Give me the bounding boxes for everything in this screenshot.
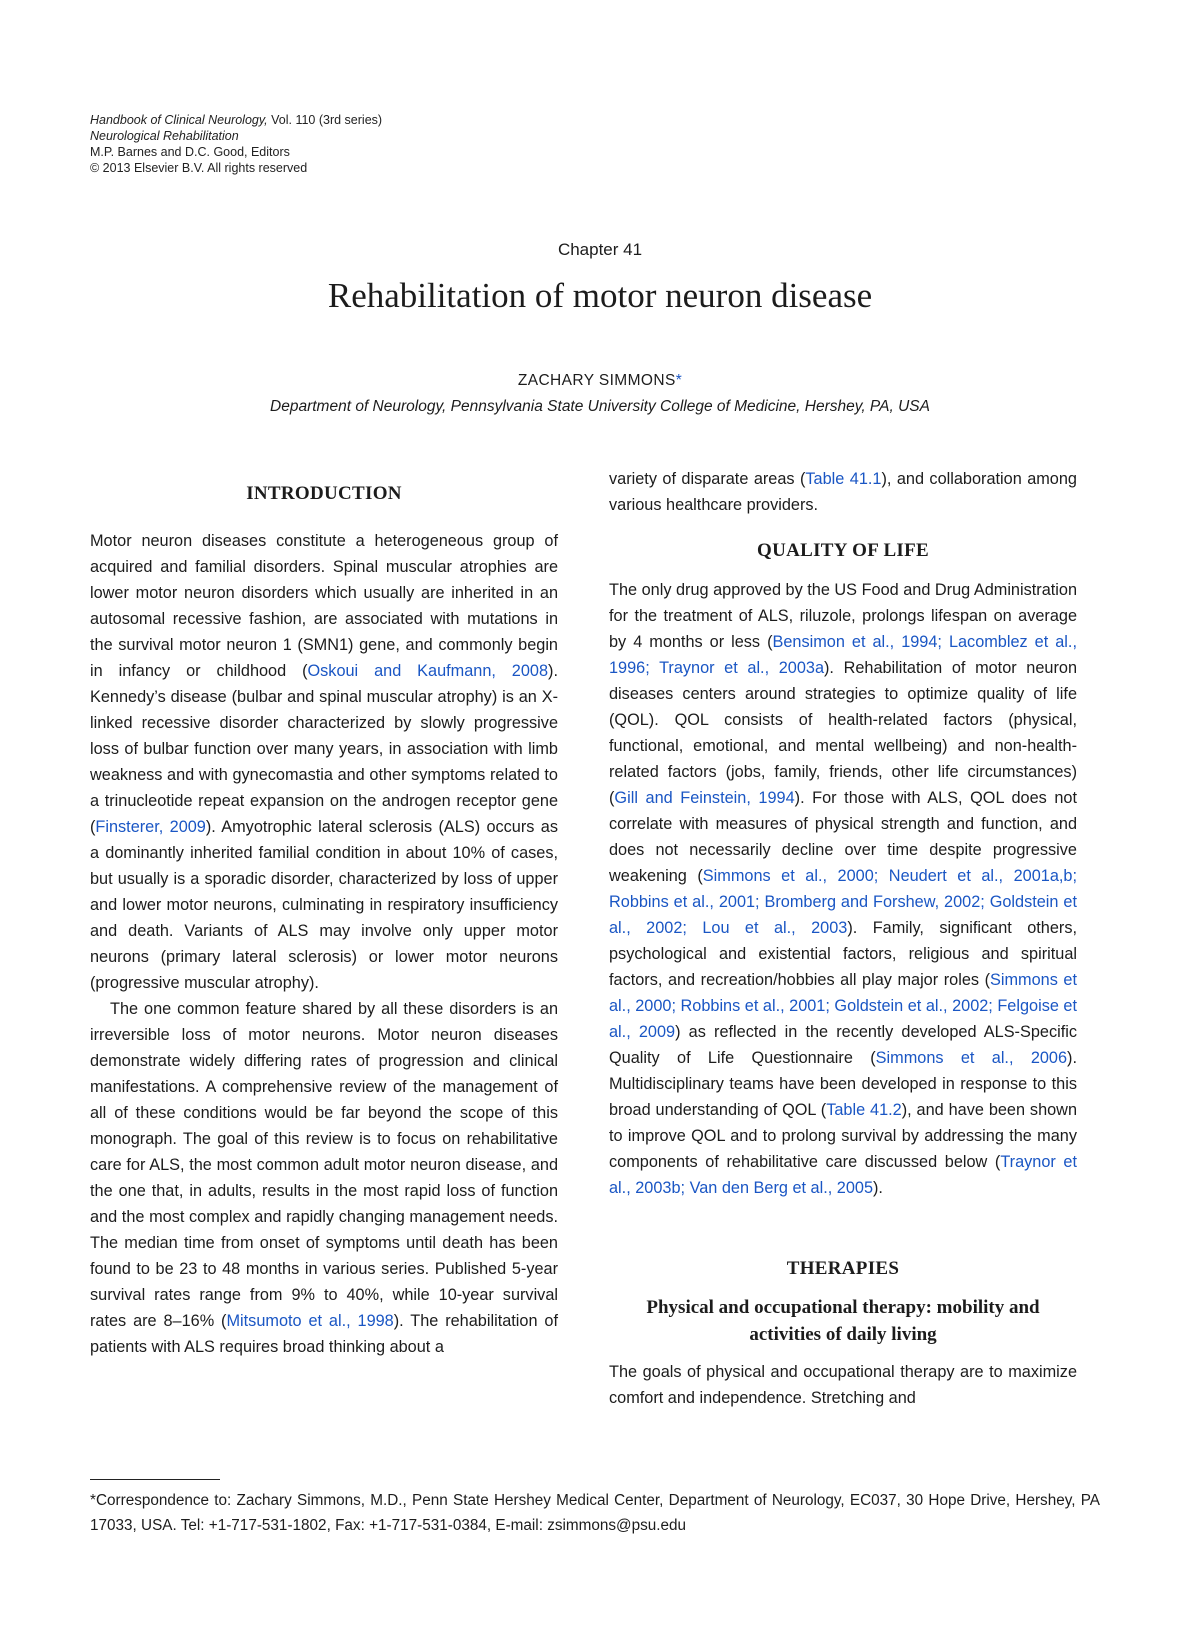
citation-link[interactable]: Simmons et al., 2000; Robbins et al., 2001; Goldstein et al., 2002; Felgoise et al., 2009 <box>609 971 1077 1041</box>
text-run: ). Multidisciplinary teams have been developed in response to this broad understanding of QOL ( <box>609 1049 1077 1119</box>
text-run: The only drug approved by the US Food and Drug Administration for the treatment of ALS, riluzole, prolongs lifespan on average by 4 months or less ( <box>609 581 1077 651</box>
citation-link[interactable]: Oskoui and Kaufmann, 2008 <box>307 662 549 680</box>
book-series-title: Handbook of Clinical Neurology, <box>90 113 268 127</box>
author-affiliation: Department of Neurology, Pennsylvania State University College of Medicine, Hershey, PA, USA <box>270 398 930 415</box>
text-run: ), and collaboration among various healthcare providers. <box>609 470 1077 514</box>
section-heading-therapies: THERAPIES <box>786 1258 900 1279</box>
text-run: ) as reflected in the recently developed ALS-Specific Quality of Life Questionnaire ( <box>609 1023 1077 1067</box>
text-run: ). Amyotrophic lateral sclerosis (ALS) occurs as a dominantly inherited familial condition in about 10% of cases, but usually is a sporadic disorder, characterized by loss of upper and lower motor neurons, culminating in respiratory insufficiency and death. Variants of ALS may involve only upper motor neurons (primary lateral sclerosis) or lower motor neurons (progressive muscular atrophy). <box>90 818 558 992</box>
citation-link[interactable]: Simmons et al., 2000; Neudert et al., 2001a,b; Robbins et al., 2001; Bromberg and Forshew, 2002; Goldstein et al., 2002; Lou et al., 2003 <box>609 867 1077 937</box>
qol-paragraph <box>609 577 1077 1201</box>
citation-link[interactable]: Traynor et al., 2003b; Van den Berg et al., 2005 <box>609 1153 1077 1197</box>
text-run: Motor neuron diseases constitute a heterogeneous group of acquired and familial disorders. Spinal muscular atrophies are lower motor neuron disorders which usually are inherited in an autosomal recessive fashion, are associated with mutations in the survival motor neuron 1 (SMN1) gene, and commonly begin in infancy or childhood ( <box>90 532 558 680</box>
intro-paragraph-2 <box>90 996 558 1360</box>
citation-link[interactable]: Finsterer, 2009 <box>95 818 206 836</box>
text-run: variety of disparate areas ( <box>609 470 806 488</box>
chapter-title: Rehabilitation of motor neuron disease <box>327 276 873 315</box>
text-run: ). Kennedy’s disease (bulbar and spinal muscular atrophy) is an X-linked recessive disorder characterized by slowly progressive loss of bulbar function over many years, in association with limb weakness and with gynecomastia and other symptoms related to a trinucleotide repeat expansion on the androgen receptor gene ( <box>90 662 558 836</box>
subsection-heading-physical-therapy: Physical and occupational therapy: mobility and activities of daily living <box>646 1297 1040 1345</box>
text-run: ). Rehabilitation of motor neuron diseases centers around strategies to optimize quality of life (QOL). QOL consists of health-related factors (physical, functional, emotional, and mental wellbeing) and non-health-related factors (jobs, family, friends, other life circumstances) ( <box>609 659 1078 807</box>
footnote-rule <box>90 1479 220 1480</box>
section-heading-introduction: INTRODUCTION <box>246 483 402 504</box>
author-line <box>0 372 1200 390</box>
citation-link[interactable]: Simmons et al., 2006 <box>875 1049 1068 1067</box>
author-name: ZACHARY SIMMONS <box>517 372 676 389</box>
continued-paragraph <box>609 466 1077 518</box>
citation-link[interactable]: Gill and Feinstein, 1994 <box>614 789 795 807</box>
book-series-line <box>90 112 382 128</box>
text-run: ), and have been shown to improve QOL and to prolong survival by addressing the many components of rehabilitative care discussed below ( <box>609 1101 1077 1171</box>
text-run: ). For those with ALS, QOL does not correlate with measures of physical strength and function, and does not necessarily decline over time despite progressive weakening ( <box>609 789 1077 885</box>
book-editors: M.P. Barnes and D.C. Good, Editors <box>90 145 290 159</box>
intro-paragraph-1 <box>90 528 558 996</box>
text-run: The one common feature shared by all these disorders is an irreversible loss of motor neurons. Motor neuron diseases demonstrate widely differing rates of progression and clinical manifestations. A comprehensive review of the management of all of these conditions would be far beyond the scope of this monograph. The goal of this review is to focus on rehabilitative care for ALS, the most common adult motor neuron disease, and the one that, in adults, results in the most rapid loss of function and the most complex and rapidly changing management needs. The median time from onset of symptoms until death has been found to be 23 to 48 months in various series. Published 5-year survival rates range from 9% to 40%, while 10-year survival rates are 8–16% ( <box>90 1000 558 1330</box>
correspondence-footnote: *Correspondence to: Zachary Simmons, M.D., Penn State Hershey Medical Center, Department of Neurology, EC037, 30 Hope Drive, Hershey, PA 17033, USA. Tel: +1-717-531-1802, Fax: +1-717-531-0384, E-mail: zsimmons@psu.edu <box>90 1492 1100 1534</box>
therapy-paragraph: The goals of physical and occupational therapy are to maximize comfort and independence. Stretching and <box>609 1363 1077 1407</box>
section-heading-quality-of-life: QUALITY OF LIFE <box>756 540 929 561</box>
book-title: Neurological Rehabilitation <box>90 129 239 143</box>
citation-link[interactable]: Bensimon et al., 1994; Lacomblez et al., 1996; Traynor et al., 2003a <box>609 633 1077 677</box>
table-link[interactable]: Table 41.2 <box>826 1101 902 1119</box>
chapter-label: Chapter 41 <box>557 240 643 259</box>
correspondence-mark[interactable]: * <box>675 372 683 389</box>
text-run: ). Family, significant others, psychological and existential factors, religious and spiritual factors, and recreation/hobbies all play major roles ( <box>609 919 1077 989</box>
table-link[interactable]: Table 41.1 <box>805 470 882 488</box>
text-run: ). <box>873 1179 883 1197</box>
book-volume: Vol. 110 (3rd series) <box>267 113 383 127</box>
citation-link[interactable]: Mitsumoto et al., 1998 <box>226 1312 394 1330</box>
book-metadata <box>90 112 382 176</box>
copyright-line: © 2013 Elsevier B.V. All rights reserved <box>90 161 308 175</box>
text-run: ). The rehabilitation of patients with ALS requires broad thinking about a <box>90 1312 558 1356</box>
